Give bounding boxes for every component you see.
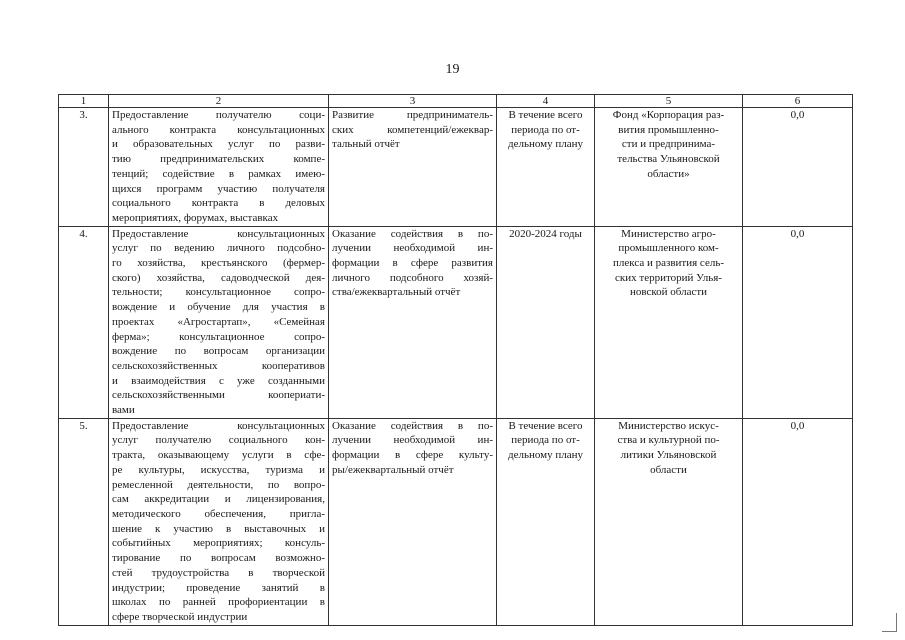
measure-line: мероприятиях, форумах, выставках (112, 211, 279, 224)
table-header-row (59, 95, 853, 108)
table-row (59, 108, 853, 227)
executor-line: плекса и развития сель- (613, 257, 724, 270)
table-row (59, 418, 853, 625)
measure-line: шение к участию в выставочных и (112, 522, 325, 535)
executor-cell (595, 226, 743, 418)
period-cell (497, 226, 595, 418)
period-line: В течение всего (508, 109, 583, 121)
measure-cell (109, 418, 329, 625)
measure-line: Предоставление получателю соци- (112, 109, 325, 121)
executor-line: Фонд «Корпорация раз- (612, 109, 725, 121)
executor-line: сти и предпринима- (621, 138, 716, 151)
period-line: 2020-2024 годы (509, 227, 582, 240)
executor-cell (595, 418, 743, 625)
executor-line: тельства Ульяновской (617, 153, 720, 166)
result-line: формации в сфере развития (332, 257, 493, 270)
executor-cell (595, 108, 743, 227)
result-cell (329, 108, 497, 227)
measure-line: тию предпринимательских компе- (112, 153, 325, 166)
result-line: личного подсобного хозяй- (332, 271, 493, 284)
header-cell-2: 2 (109, 95, 329, 108)
plan-table (58, 94, 853, 626)
period-line: дельному плану (507, 449, 584, 462)
result-line: ства/ежеквартальный отчёт (332, 286, 461, 299)
value-cell: 0,0 (743, 226, 853, 418)
header-cell-5: 5 (595, 95, 743, 108)
header-cell-6: 6 (743, 95, 853, 108)
measure-line: тракта, оказывающему услуги в сфе- (112, 449, 325, 462)
measure-line: сельскохозяйственными коопериати- (112, 389, 325, 402)
measure-line: тенций; содействие в рамках имею- (112, 167, 325, 180)
measure-line: услуг по ведению личного подсобно- (112, 242, 325, 255)
header-cell-1: 1 (59, 95, 109, 108)
executor-line: промышленного ком- (618, 242, 719, 255)
measure-line: сфере творческой индустрии (112, 610, 248, 623)
measure-line: социального контракта в деловых (112, 197, 325, 210)
result-line: Оказание содействия в по- (332, 227, 493, 240)
measure-line: и взаимодействия с уже созданными (112, 374, 325, 387)
measure-cell (109, 226, 329, 418)
row-number: 5. (59, 418, 109, 625)
result-line: формации в сфере культу- (332, 449, 493, 462)
value-cell: 0,0 (743, 418, 853, 625)
period-cell (497, 418, 595, 625)
result-line: лучении необходимой ин- (332, 242, 493, 255)
measure-line: вами (112, 404, 135, 417)
measure-line: тельности; консультационное сопро- (112, 286, 325, 299)
measure-line: методического обеспечения, пригла- (112, 507, 325, 520)
executor-line: литики Ульяновской (620, 449, 717, 462)
header-cell-4: 4 (497, 95, 595, 108)
page-number: 19 (445, 62, 460, 77)
table-row (59, 226, 853, 418)
measure-line: го хозяйства, крестьянского (фермер- (112, 257, 325, 270)
measure-line: тирование по вопросам возможно- (112, 552, 325, 565)
measure-line: Предоставление консультационных (112, 227, 325, 240)
result-line: Оказание содействия в по- (332, 419, 493, 432)
executor-line: вития промышленно- (618, 123, 719, 136)
measure-line: щихся программ участию получателя (112, 182, 325, 195)
measure-line: Предоставление консультационных (112, 419, 325, 432)
scan-corner-mark (882, 613, 897, 632)
measure-line: и образовательных услуг по разви- (112, 138, 325, 151)
result-line: Развитие предприниматель- (332, 109, 493, 121)
measure-line: услуг получателю социального кон- (112, 434, 325, 447)
measure-line: школах по ранней профориентации в (112, 596, 325, 609)
result-line: лучении необходимой ин- (332, 434, 493, 447)
executor-line: ства и культурной по- (617, 434, 720, 447)
measure-line: вождение и обучение для участия в (112, 301, 325, 314)
result-line: ских компетенций/ежеквар- (332, 123, 493, 136)
result-cell (329, 418, 497, 625)
header-cell-3: 3 (329, 95, 497, 108)
result-line: ры/ежеквартальный отчёт (332, 463, 454, 476)
executor-line: Министерство искус- (618, 419, 719, 432)
executor-line: ских территорий Улья- (615, 271, 722, 284)
period-line: В течение всего (508, 419, 583, 432)
measure-line: ального контракта консультационных (112, 123, 325, 136)
executor-line: новской области (629, 286, 708, 299)
measure-cell (109, 108, 329, 227)
measure-line: вождение по вопросам организации (112, 345, 325, 358)
period-line: периода по от- (511, 123, 580, 136)
measure-line: ремесленной деятельности, по вопро- (112, 478, 325, 491)
measure-line: ре культуры, искусства, туризма и (112, 463, 325, 476)
value-cell: 0,0 (743, 108, 853, 227)
measure-line: ферма»; консультационное сопро- (112, 330, 325, 343)
result-line: тальный отчёт (332, 138, 400, 151)
measure-line: индустрии; проведение занятий в (112, 581, 325, 594)
measure-line: ского) хозяйства, садоводческой дея- (112, 271, 325, 284)
period-line: дельному плану (507, 138, 584, 151)
measure-line: сельскохозяйственных кооперативов (112, 359, 325, 372)
row-number: 4. (59, 226, 109, 418)
period-line: периода по от- (511, 434, 580, 447)
executor-line: Министерство агро- (621, 227, 716, 240)
measure-line: сам аккредитации и лицензирования, (112, 493, 325, 506)
measure-line: проектах «Агростартап», «Семейная (112, 315, 325, 328)
period-cell (497, 108, 595, 227)
executor-line: области (650, 463, 687, 476)
result-cell (329, 226, 497, 418)
executor-line: области» (647, 167, 690, 180)
row-number: 3. (59, 108, 109, 227)
measure-line: событийных мероприятиях; консуль- (112, 537, 325, 550)
measure-line: стей трудоустройства в творческой (112, 566, 325, 579)
